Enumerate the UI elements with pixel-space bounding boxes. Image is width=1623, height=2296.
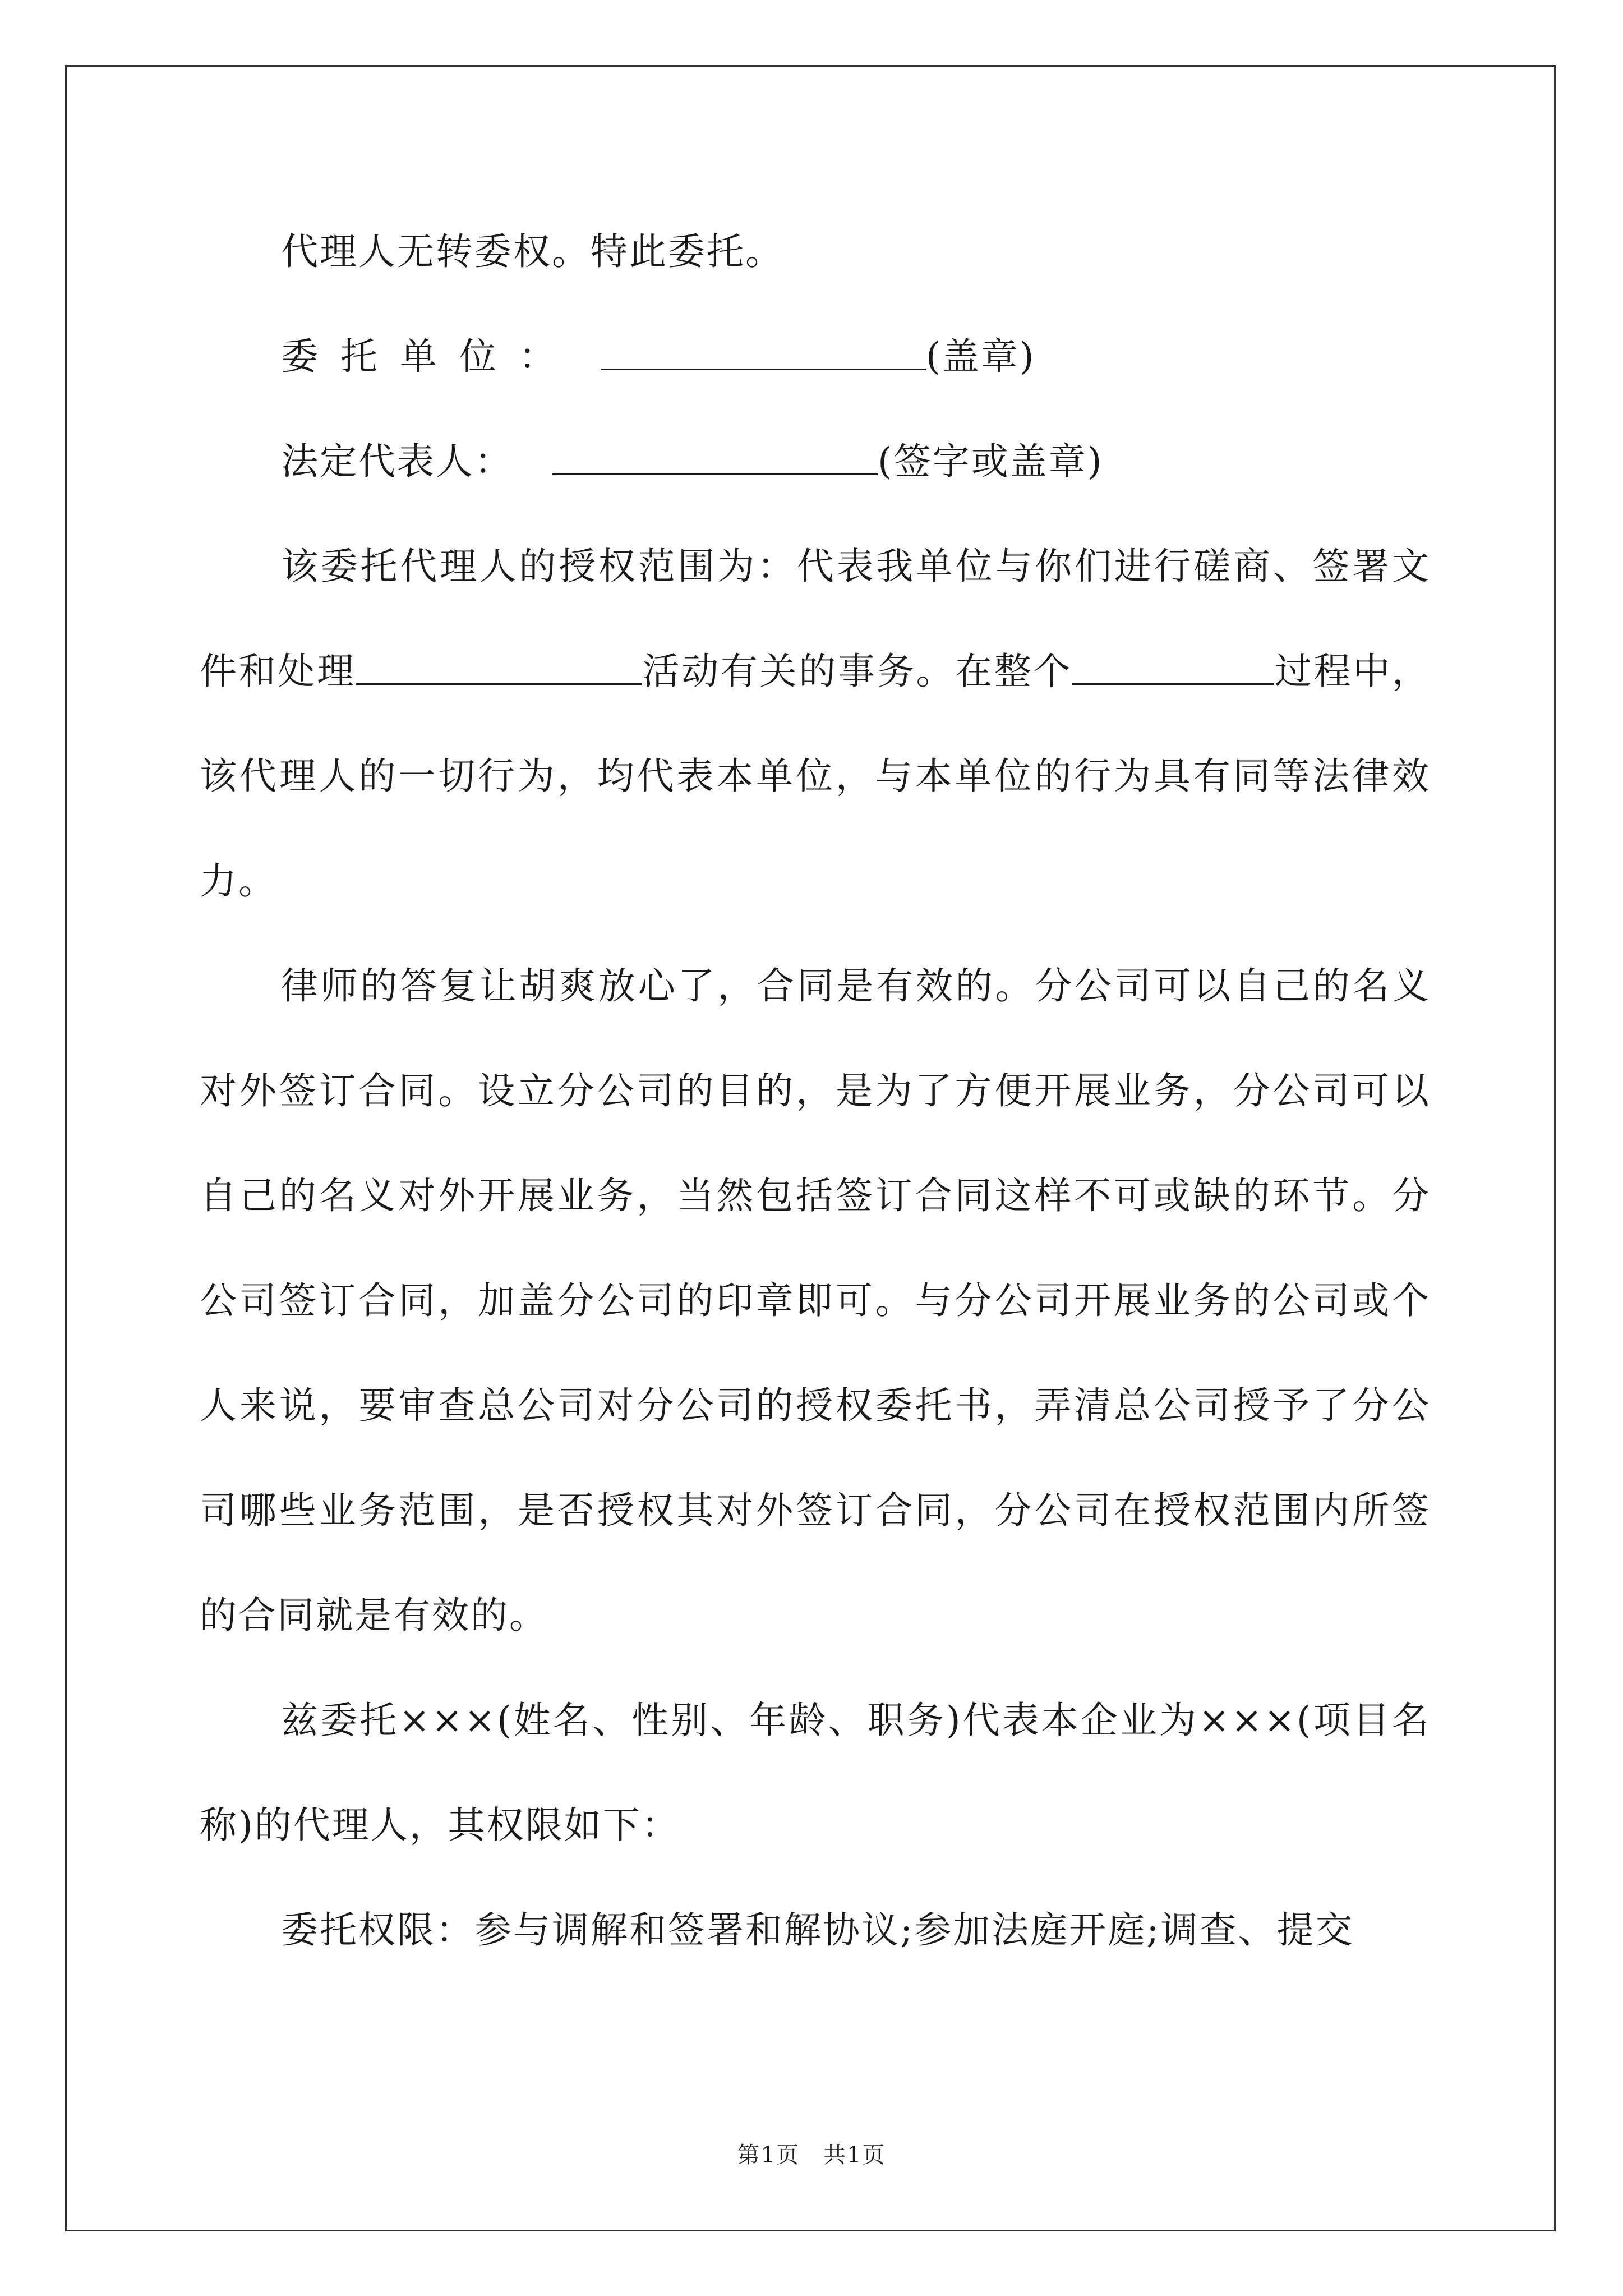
legal-rep-label: 法定代表人： bbox=[281, 440, 513, 483]
activity-blank[interactable] bbox=[356, 650, 642, 685]
principal-blank[interactable] bbox=[601, 335, 926, 370]
principal-suffix: (盖章) bbox=[926, 335, 1036, 378]
appointment-paragraph: 兹委托×××(姓名、性别、年龄、职务)代表本企业为×××(项目名称)的代理人，其权限如下： bbox=[200, 1699, 1431, 1847]
scope-paragraph bbox=[200, 514, 1431, 933]
page-number-footer: 第1页 共1页 bbox=[737, 2142, 886, 2168]
legal-rep-blank[interactable] bbox=[552, 440, 878, 475]
scope-text-3: 过程中，该代理人的一切行为，均代表本单位，与本单位的行为具有同等法律效力。 bbox=[200, 650, 1431, 903]
legal-rep-suffix: (签字或盖章) bbox=[878, 440, 1104, 483]
authority-paragraph: 委托权限：参与调解和签署和解协议;参加法庭开庭;调查、提交 bbox=[281, 1908, 1354, 1952]
scope-text-1: 该委托代理人的授权范围为：代表我单位与你们进行磋商、签署文件和处理 bbox=[200, 545, 1431, 693]
scope-text-2: 活动有关的事务。在整个 bbox=[642, 650, 1073, 693]
legal-rep-field bbox=[200, 409, 1431, 514]
principal-field bbox=[200, 304, 1431, 409]
process-blank[interactable] bbox=[1072, 650, 1274, 685]
lawyer-paragraph: 律师的答复让胡爽放心了，合同是有效的。分公司可以自己的名义对外签订合同。设立分公司的目的，是为了方便开展业务，分公司可以自己的名义对外开展业务，当然包括签订合同这样不可或缺的环节。分公司签订合同，加盖分公司的印章即可。与分公司开展业务的公司或个人来说，要审查总公司对分公司的授权委托书，弄清总公司授予了分公司哪些业务范围，是否授权其对外签订合同，分公司在授权范围内所签的合同就是有效的。 bbox=[200, 964, 1431, 1637]
document-body bbox=[200, 199, 1431, 1982]
no-subdelegation-line: 代理人无转委权。特此委托。 bbox=[281, 230, 784, 273]
principal-label: 委托单位： bbox=[281, 335, 578, 378]
